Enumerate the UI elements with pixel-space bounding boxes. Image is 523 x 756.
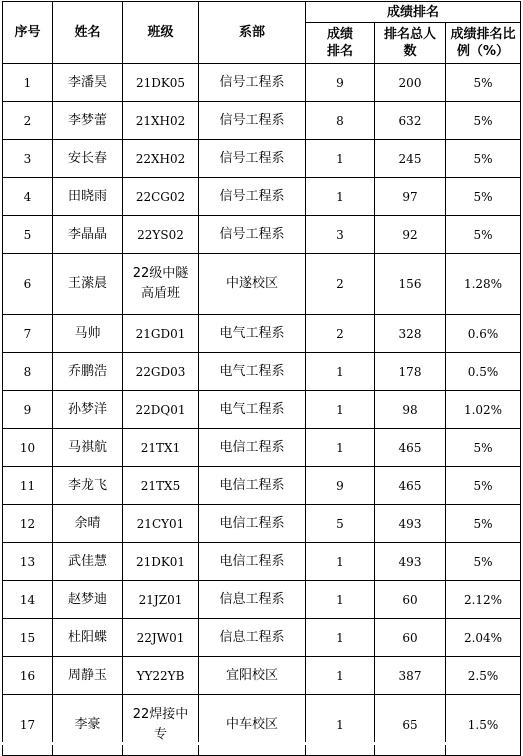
ratio-cell: 5% (446, 216, 521, 254)
rank-cell: 8 (306, 102, 375, 140)
seq-cell: 9 (3, 391, 53, 429)
name-cell: 王潆晨 (53, 254, 123, 315)
header-class: 班级 (123, 2, 199, 64)
name-cell: 李潘昊 (53, 64, 123, 102)
name-cell: 周静玉 (53, 657, 123, 695)
dept-cell: 电气工程系 (199, 353, 306, 391)
name-cell: 马帅 (53, 315, 123, 353)
rank-cell: 1 (306, 581, 375, 619)
dept-cell: 信息工程系 (199, 581, 306, 619)
dept-cell: 电气工程系 (199, 315, 306, 353)
table-row (3, 353, 521, 391)
class-cell: 21TX1 (123, 429, 199, 467)
ratio-cell: 5% (446, 64, 521, 102)
class-cell: 21TX5 (123, 467, 199, 505)
seq-cell: 3 (3, 140, 53, 178)
table-header (3, 2, 521, 64)
dept-cell: 中车校区 (199, 695, 306, 756)
seq-cell: 11 (3, 467, 53, 505)
seq-cell: 1 (3, 64, 53, 102)
total-cell: 328 (375, 315, 446, 353)
class-cell: 22YS02 (123, 216, 199, 254)
name-cell: 赵梦迪 (53, 581, 123, 619)
header-rank: 成绩排名 (306, 23, 375, 64)
total-cell: 493 (375, 543, 446, 581)
class-cell: 21DK01 (123, 543, 199, 581)
ratio-cell: 5% (446, 505, 521, 543)
class-cell: 22GD03 (123, 353, 199, 391)
rank-cell: 1 (306, 178, 375, 216)
total-cell: 632 (375, 102, 446, 140)
rank-cell: 1 (306, 353, 375, 391)
name-cell: 余晴 (53, 505, 123, 543)
dept-cell: 信号工程系 (199, 216, 306, 254)
table-row (3, 657, 521, 695)
total-cell: 200 (375, 64, 446, 102)
class-cell: 22XH02 (123, 140, 199, 178)
name-cell: 田晓雨 (53, 178, 123, 216)
table-row (3, 254, 521, 315)
seq-cell: 2 (3, 102, 53, 140)
ratio-cell: 2.12% (446, 581, 521, 619)
ratio-cell: 5% (446, 543, 521, 581)
table-row (3, 505, 521, 543)
class-cell: 21XH02 (123, 102, 199, 140)
ratio-cell: 5% (446, 467, 521, 505)
table-row (3, 619, 521, 657)
name-cell: 安长春 (53, 140, 123, 178)
ratio-cell: 1.28% (446, 254, 521, 315)
name-cell: 杜阳蝶 (53, 619, 123, 657)
total-cell: 156 (375, 254, 446, 315)
total-cell: 98 (375, 391, 446, 429)
class-cell: 21CY01 (123, 505, 199, 543)
class-cell: 21DK05 (123, 64, 199, 102)
header-dept: 系部 (199, 2, 306, 64)
total-cell: 245 (375, 140, 446, 178)
total-cell: 465 (375, 467, 446, 505)
dept-cell: 信号工程系 (199, 178, 306, 216)
name-cell: 李晶晶 (53, 216, 123, 254)
seq-cell: 7 (3, 315, 53, 353)
class-cell: YY22YB (123, 657, 199, 695)
total-cell: 60 (375, 581, 446, 619)
table-row (3, 581, 521, 619)
rank-cell: 1 (306, 543, 375, 581)
rank-cell: 5 (306, 505, 375, 543)
rank-cell: 1 (306, 391, 375, 429)
total-cell: 465 (375, 429, 446, 467)
table-row (3, 543, 521, 581)
seq-cell: 14 (3, 581, 53, 619)
rank-cell: 1 (306, 695, 375, 756)
header-seq: 序号 (3, 2, 53, 64)
table-row (3, 140, 521, 178)
seq-cell: 5 (3, 216, 53, 254)
rank-cell: 3 (306, 216, 375, 254)
class-cell: 21JZ01 (123, 581, 199, 619)
seq-cell: 6 (3, 254, 53, 315)
name-cell: 马祺航 (53, 429, 123, 467)
seq-cell: 8 (3, 353, 53, 391)
dept-cell: 电信工程系 (199, 429, 306, 467)
header-name: 姓名 (53, 2, 123, 64)
table-row (3, 391, 521, 429)
table-row (3, 64, 521, 102)
header-ranking-group: 成绩排名 (306, 2, 521, 23)
table-row (3, 467, 521, 505)
ratio-cell: 2.04% (446, 619, 521, 657)
dept-cell: 电气工程系 (199, 391, 306, 429)
total-cell: 60 (375, 619, 446, 657)
ratio-cell: 5% (446, 102, 521, 140)
seq-cell: 17 (3, 695, 53, 756)
name-cell: 李梦蕾 (53, 102, 123, 140)
rank-cell: 9 (306, 467, 375, 505)
header-ratio: 成绩排名比例（%） (446, 23, 521, 64)
rank-cell: 1 (306, 429, 375, 467)
ratio-cell: 1.02% (446, 391, 521, 429)
total-cell: 92 (375, 216, 446, 254)
ratio-cell: 2.5% (446, 657, 521, 695)
ratio-cell: 5% (446, 429, 521, 467)
seq-cell: 10 (3, 429, 53, 467)
total-cell: 493 (375, 505, 446, 543)
dept-cell: 宜阳校区 (199, 657, 306, 695)
score-ranking-table (2, 1, 521, 756)
table-row (3, 429, 521, 467)
rank-cell: 1 (306, 619, 375, 657)
table-body (3, 64, 521, 756)
name-cell: 乔鹏浩 (53, 353, 123, 391)
seq-cell: 12 (3, 505, 53, 543)
total-cell: 65 (375, 695, 446, 756)
class-cell: 21GD01 (123, 315, 199, 353)
seq-cell: 4 (3, 178, 53, 216)
class-cell: 22DQ01 (123, 391, 199, 429)
dept-cell: 电信工程系 (199, 467, 306, 505)
ratio-cell: 5% (446, 178, 521, 216)
seq-cell: 15 (3, 619, 53, 657)
rank-cell: 1 (306, 657, 375, 695)
total-cell: 178 (375, 353, 446, 391)
rank-cell: 2 (306, 315, 375, 353)
seq-cell: 16 (3, 657, 53, 695)
seq-cell: 13 (3, 543, 53, 581)
table-row (3, 178, 521, 216)
class-cell: 22级中隧高盾班 (123, 254, 199, 315)
table-row (3, 695, 521, 756)
rank-cell: 2 (306, 254, 375, 315)
table-row (3, 102, 521, 140)
name-cell: 李豪 (53, 695, 123, 756)
dept-cell: 信号工程系 (199, 140, 306, 178)
ratio-cell: 1.5% (446, 695, 521, 756)
ratio-cell: 5% (446, 140, 521, 178)
ratio-cell: 0.5% (446, 353, 521, 391)
total-cell: 387 (375, 657, 446, 695)
name-cell: 孙梦洋 (53, 391, 123, 429)
header-total: 排名总人数 (375, 23, 446, 64)
dept-cell: 信号工程系 (199, 64, 306, 102)
ratio-cell: 0.6% (446, 315, 521, 353)
class-cell: 22JW01 (123, 619, 199, 657)
dept-cell: 中遂校区 (199, 254, 306, 315)
rank-cell: 1 (306, 140, 375, 178)
total-cell: 97 (375, 178, 446, 216)
class-cell: 22CG02 (123, 178, 199, 216)
rank-cell: 9 (306, 64, 375, 102)
name-cell: 李龙飞 (53, 467, 123, 505)
dept-cell: 电信工程系 (199, 543, 306, 581)
name-cell: 武佳慧 (53, 543, 123, 581)
table-row (3, 216, 521, 254)
class-cell: 22焊接中专 (123, 695, 199, 756)
dept-cell: 电信工程系 (199, 505, 306, 543)
dept-cell: 信息工程系 (199, 619, 306, 657)
table-row (3, 315, 521, 353)
dept-cell: 信号工程系 (199, 102, 306, 140)
